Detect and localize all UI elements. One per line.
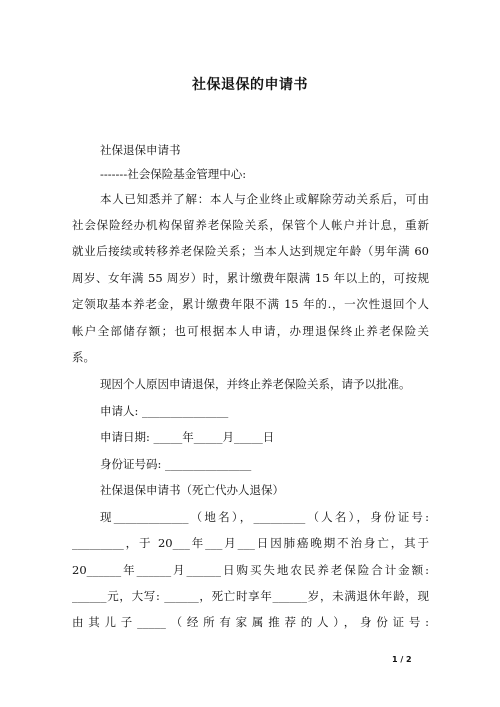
section-heading: 社保退保申请书（死亡代办人退保） <box>100 483 284 497</box>
id-number-field: 身份证号码: _______________ <box>100 457 252 471</box>
body-line: 就业后接续或转移养老保险关系；当本人达到规定年龄（男年满 60 <box>72 244 429 258</box>
body-line: 20______年______月______日购买失地农民养老保险合计金额: <box>72 563 429 577</box>
body-line: 社会保险经办机构保留养老保险关系，保管个人帐户并计息，重新 <box>72 218 429 232</box>
applicant-field: 申请人: _______________ <box>100 404 229 418</box>
body-line: ______元，大写: ______，死亡时享年______岁，未满退休年龄，现 <box>72 589 429 603</box>
body-line: 系。 <box>72 350 95 364</box>
body-line: 周岁、女年满 55 周岁）时，累计缴费年限满 15 年以上的，可按规 <box>72 271 429 285</box>
body-line: 现_____________（地名），_________（人名），身份证号: <box>100 510 429 524</box>
page-number: 1 / 2 <box>392 655 412 664</box>
body-line: 由其儿子_____（经所有家属推荐的人），身份证号: <box>72 615 429 629</box>
body-line: 本人已知悉并了解：本人与企业终止或解除劳动关系后，可由 <box>100 192 429 206</box>
body-line: 现因个人原因申请退保，并终止养老保险关系，请予以批准。 <box>100 377 411 391</box>
body-line: 定领取基本养老金，累计缴费年限不满 15 年的.，一次性退回个人 <box>72 297 429 311</box>
date-field: 申请日期: _____年_____月_____日 <box>100 430 275 444</box>
body-line: 帐户全部储存额；也可根据本人申请，办理退保终止养老保险关 <box>72 324 429 338</box>
body-line-heading: 社保退保申请书 <box>100 143 181 157</box>
document-title: 社保退保的申请书 <box>192 77 308 93</box>
body-line-addressee: -------社会保险基金管理中心: <box>100 167 247 181</box>
body-line: _________，于 20___年___月___日因肺癌晚期不治身亡，其于 <box>72 536 429 550</box>
